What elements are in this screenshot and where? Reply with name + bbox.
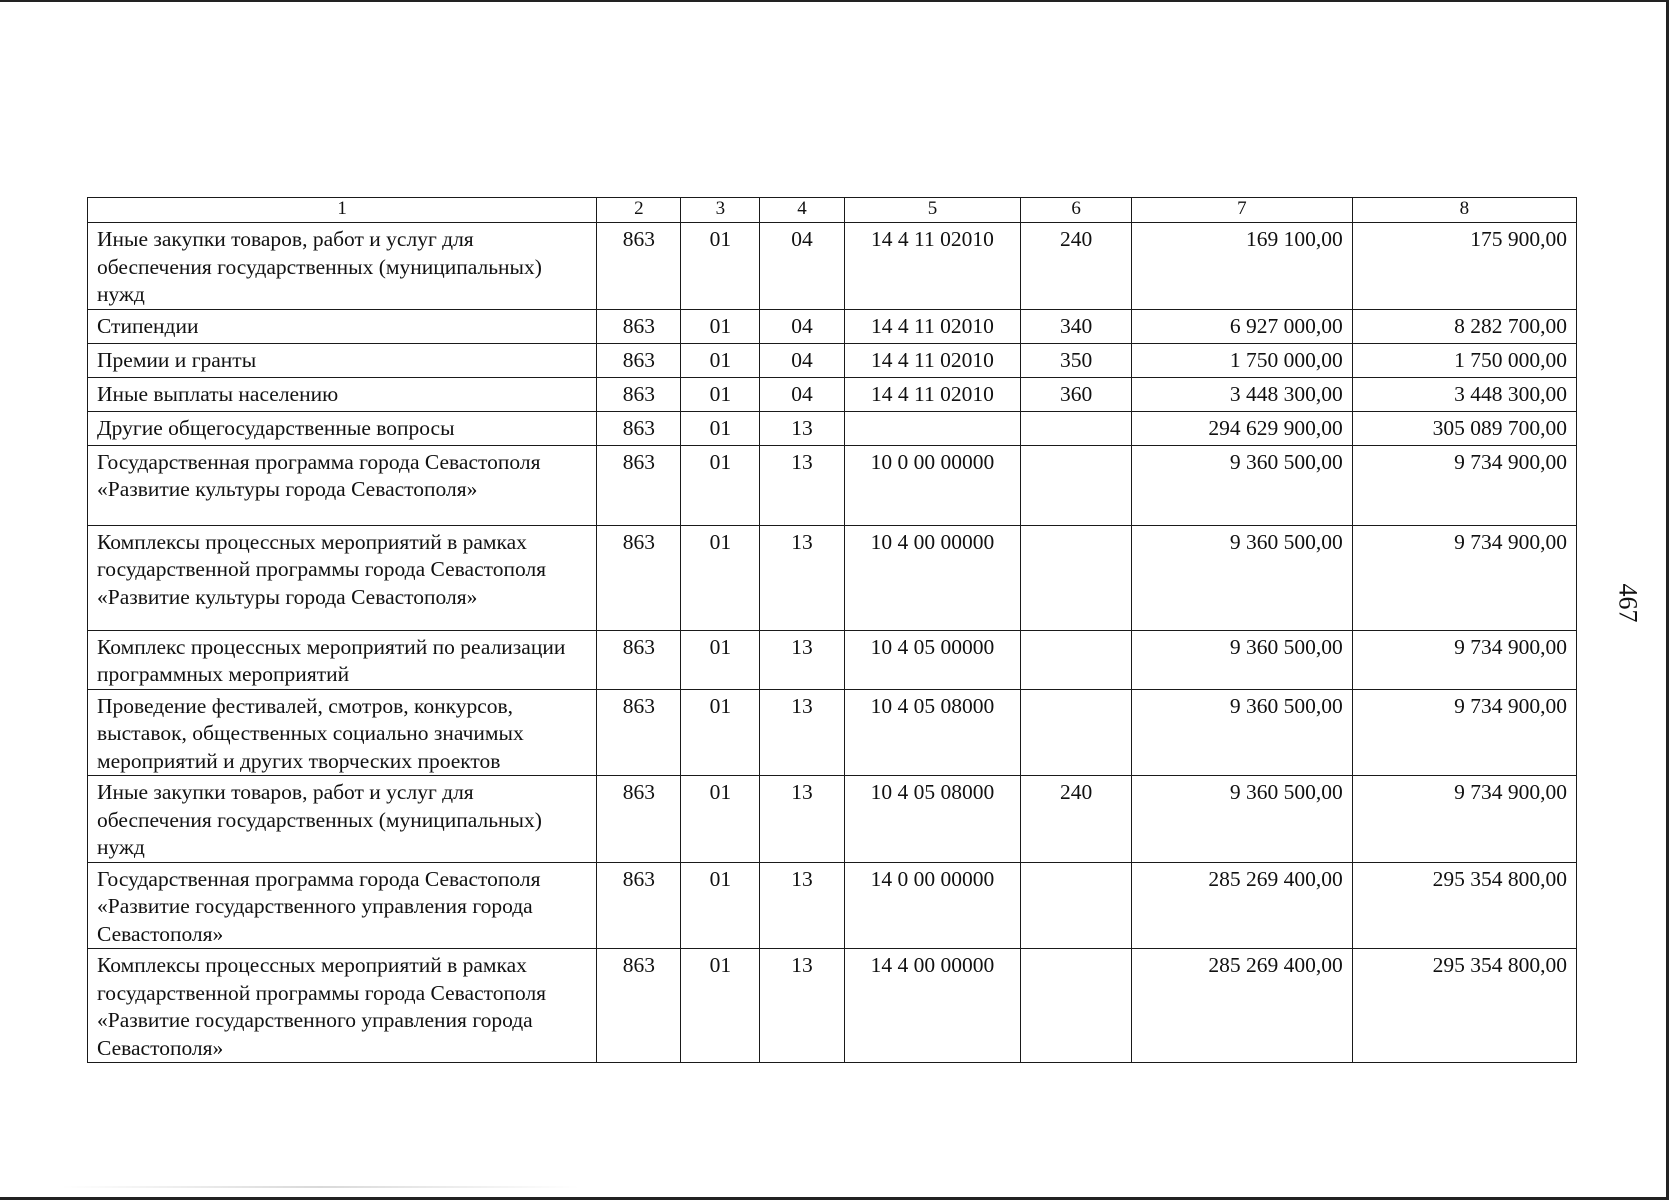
row-sum1-cell: 9 360 500,00 (1131, 689, 1352, 776)
row-name-cell: Другие общегосударственные вопросы (88, 411, 597, 445)
row-section-cell: 01 (681, 411, 760, 445)
header-cell-3: 3 (681, 198, 760, 223)
row-target-cell: 14 4 11 02010 (844, 343, 1021, 377)
row-target-cell: 14 4 11 02010 (844, 309, 1021, 343)
row-target-cell: 14 0 00 00000 (844, 862, 1021, 949)
row-section-cell: 01 (681, 862, 760, 949)
row-sum2-cell: 8 282 700,00 (1352, 309, 1576, 343)
row-type-cell (1021, 689, 1131, 776)
row-section-cell: 01 (681, 689, 760, 776)
row-section-cell: 01 (681, 343, 760, 377)
row-target-cell: 10 0 00 00000 (844, 445, 1021, 525)
row-sum2-cell: 3 448 300,00 (1352, 377, 1576, 411)
row-subsection-cell: 13 (760, 411, 844, 445)
row-code-cell: 863 (597, 445, 681, 525)
header-cell-1: 1 (88, 198, 597, 223)
row-subsection-cell: 13 (760, 776, 844, 863)
row-target-cell: 10 4 05 08000 (844, 689, 1021, 776)
row-target-cell: 14 4 11 02010 (844, 223, 1021, 310)
row-sum1-cell: 9 360 500,00 (1131, 525, 1352, 630)
table-row (88, 309, 1577, 343)
row-sum1-cell: 9 360 500,00 (1131, 630, 1352, 689)
row-name-cell: Иные выплаты населению (88, 377, 597, 411)
row-sum1-cell: 1 750 000,00 (1131, 343, 1352, 377)
table-row (88, 343, 1577, 377)
budget-table (87, 197, 1577, 1063)
row-name-cell: Государственная программа города Севастополя «Развитие государственного управления города Севастополя» (88, 862, 597, 949)
row-section-cell: 01 (681, 445, 760, 525)
row-sum1-cell: 169 100,00 (1131, 223, 1352, 310)
table-row (88, 377, 1577, 411)
row-subsection-cell: 04 (760, 309, 844, 343)
row-code-cell: 863 (597, 630, 681, 689)
row-code-cell: 863 (597, 949, 681, 1063)
row-code-cell: 863 (597, 309, 681, 343)
row-code-cell: 863 (597, 223, 681, 310)
row-section-cell: 01 (681, 525, 760, 630)
row-target-cell: 10 4 05 08000 (844, 776, 1021, 863)
row-type-cell: 340 (1021, 309, 1131, 343)
row-name-cell: Комплекс процессных мероприятий по реализации программных мероприятий (88, 630, 597, 689)
table-row (88, 949, 1577, 1063)
row-target-cell: 14 4 11 02010 (844, 377, 1021, 411)
row-sum2-cell: 9 734 900,00 (1352, 689, 1576, 776)
row-subsection-cell: 13 (760, 949, 844, 1063)
row-type-cell: 240 (1021, 223, 1131, 310)
header-cell-6: 6 (1021, 198, 1131, 223)
table-row (88, 411, 1577, 445)
row-section-cell: 01 (681, 377, 760, 411)
row-subsection-cell: 04 (760, 377, 844, 411)
row-section-cell: 01 (681, 223, 760, 310)
page-edge-top (0, 0, 1669, 2)
row-subsection-cell: 13 (760, 525, 844, 630)
row-name-cell: Стипендии (88, 309, 597, 343)
row-type-cell (1021, 630, 1131, 689)
row-sum1-cell: 285 269 400,00 (1131, 949, 1352, 1063)
row-name-cell: Премии и гранты (88, 343, 597, 377)
header-cell-5: 5 (844, 198, 1021, 223)
table-row (88, 445, 1577, 525)
row-code-cell: 863 (597, 343, 681, 377)
row-subsection-cell: 13 (760, 862, 844, 949)
row-sum2-cell: 295 354 800,00 (1352, 862, 1576, 949)
row-type-cell (1021, 949, 1131, 1063)
row-name-cell: Государственная программа города Севастополя «Развитие культуры города Севастополя» (88, 445, 597, 525)
row-sum2-cell: 9 734 900,00 (1352, 776, 1576, 863)
row-code-cell: 863 (597, 776, 681, 863)
scan-artifact (60, 1186, 580, 1188)
row-sum1-cell: 294 629 900,00 (1131, 411, 1352, 445)
row-code-cell: 863 (597, 862, 681, 949)
table-row (88, 630, 1577, 689)
table-row (88, 525, 1577, 630)
row-name-cell: Комплексы процессных мероприятий в рамках государственной программы города Севастополя «Развитие государственного управления города Севастополя» (88, 949, 597, 1063)
row-section-cell: 01 (681, 630, 760, 689)
header-cell-8: 8 (1352, 198, 1576, 223)
row-code-cell: 863 (597, 411, 681, 445)
row-sum1-cell: 285 269 400,00 (1131, 862, 1352, 949)
row-code-cell: 863 (597, 377, 681, 411)
row-sum2-cell: 9 734 900,00 (1352, 630, 1576, 689)
row-type-cell (1021, 525, 1131, 630)
table-header-row (88, 198, 1577, 223)
row-sum2-cell: 1 750 000,00 (1352, 343, 1576, 377)
page-number: 467 (1613, 583, 1643, 623)
row-name-cell: Проведение фестивалей, смотров, конкурсов, выставок, общественных социально значимых мероприятий и других творческих проектов (88, 689, 597, 776)
header-cell-7: 7 (1131, 198, 1352, 223)
row-sum2-cell: 9 734 900,00 (1352, 525, 1576, 630)
row-type-cell (1021, 862, 1131, 949)
header-cell-2: 2 (597, 198, 681, 223)
row-subsection-cell: 13 (760, 630, 844, 689)
row-type-cell (1021, 445, 1131, 525)
table-row (88, 776, 1577, 863)
row-type-cell: 350 (1021, 343, 1131, 377)
row-section-cell: 01 (681, 949, 760, 1063)
row-sum1-cell: 9 360 500,00 (1131, 776, 1352, 863)
row-sum1-cell: 6 927 000,00 (1131, 309, 1352, 343)
row-name-cell: Иные закупки товаров, работ и услуг для обеспечения государственных (муниципальных) нужд (88, 776, 597, 863)
row-code-cell: 863 (597, 525, 681, 630)
row-subsection-cell: 04 (760, 343, 844, 377)
row-target-cell: 10 4 00 00000 (844, 525, 1021, 630)
row-type-cell: 240 (1021, 776, 1131, 863)
row-sum2-cell: 9 734 900,00 (1352, 445, 1576, 525)
table-row (88, 223, 1577, 310)
row-sum1-cell: 9 360 500,00 (1131, 445, 1352, 525)
row-subsection-cell: 13 (760, 689, 844, 776)
row-subsection-cell: 13 (760, 445, 844, 525)
row-type-cell: 360 (1021, 377, 1131, 411)
table-row (88, 862, 1577, 949)
row-name-cell: Иные закупки товаров, работ и услуг для обеспечения государственных (муниципальных) нужд (88, 223, 597, 310)
row-type-cell (1021, 411, 1131, 445)
row-target-cell: 10 4 05 00000 (844, 630, 1021, 689)
row-subsection-cell: 04 (760, 223, 844, 310)
table-body (88, 198, 1577, 1063)
row-code-cell: 863 (597, 689, 681, 776)
row-section-cell: 01 (681, 309, 760, 343)
row-sum2-cell: 175 900,00 (1352, 223, 1576, 310)
row-section-cell: 01 (681, 776, 760, 863)
row-sum2-cell: 295 354 800,00 (1352, 949, 1576, 1063)
row-target-cell (844, 411, 1021, 445)
row-target-cell: 14 4 00 00000 (844, 949, 1021, 1063)
row-sum2-cell: 305 089 700,00 (1352, 411, 1576, 445)
header-cell-4: 4 (760, 198, 844, 223)
row-sum1-cell: 3 448 300,00 (1131, 377, 1352, 411)
table-row (88, 689, 1577, 776)
row-name-cell: Комплексы процессных мероприятий в рамках государственной программы города Севастополя «Развитие культуры города Севастополя» (88, 525, 597, 630)
